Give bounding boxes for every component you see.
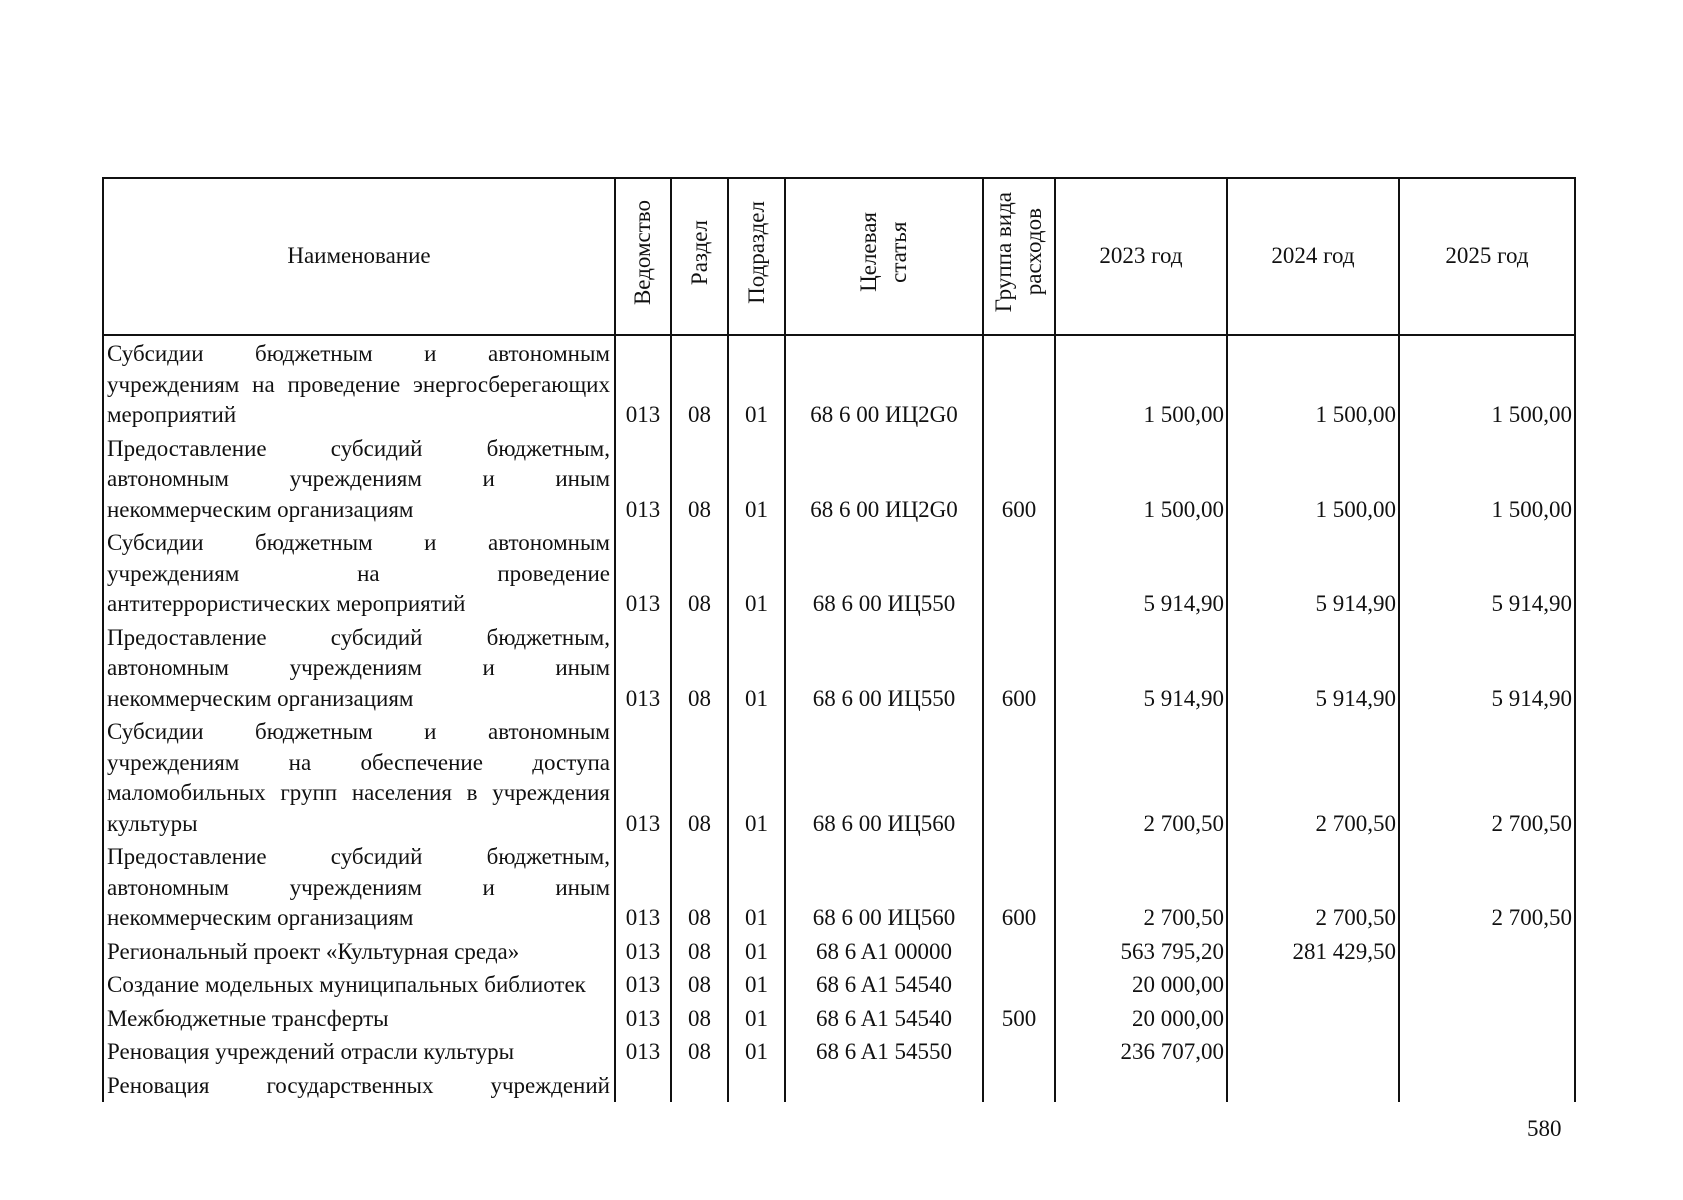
row-section: 08 xyxy=(671,839,728,934)
row-section: 08 xyxy=(671,1034,728,1068)
row-2024: 5 914,90 xyxy=(1227,525,1399,620)
row-dept: 013 xyxy=(615,1034,671,1068)
row-section: 08 xyxy=(671,967,728,1001)
row-dept: 013 xyxy=(615,620,671,715)
row-2023: 20 000,00 xyxy=(1055,967,1227,1001)
row-2024 xyxy=(1227,1034,1399,1068)
row-exp-group xyxy=(983,335,1055,431)
row-name: Региональный проект «Культурная среда» xyxy=(103,934,615,968)
row-2023: 2 700,50 xyxy=(1055,714,1227,839)
row-dept: 013 xyxy=(615,525,671,620)
header-dept: Ведомство xyxy=(615,178,671,335)
row-exp-group xyxy=(983,1068,1055,1102)
table-row xyxy=(103,839,1575,934)
row-subsection: 01 xyxy=(728,525,785,620)
row-subsection: 01 xyxy=(728,967,785,1001)
row-2023: 1 500,00 xyxy=(1055,431,1227,526)
row-dept: 013 xyxy=(615,335,671,431)
row-name: Субсидии бюджетным и автономным учреждениям на обеспечение доступа маломобильных групп населения в учреждения культуры xyxy=(103,714,615,839)
row-exp-group xyxy=(983,1034,1055,1068)
row-2025: 5 914,90 xyxy=(1399,525,1575,620)
row-subsection: 01 xyxy=(728,431,785,526)
table-row xyxy=(103,934,1575,968)
row-target: 68 6 00 ИЦ550 xyxy=(785,620,983,715)
row-2025: 5 914,90 xyxy=(1399,620,1575,715)
row-2025 xyxy=(1399,1068,1575,1102)
row-2024 xyxy=(1227,1068,1399,1102)
row-2025 xyxy=(1399,967,1575,1001)
table-header-row xyxy=(103,178,1575,335)
table-row xyxy=(103,1034,1575,1068)
table-row xyxy=(103,525,1575,620)
header-subsection: Подраздел xyxy=(728,178,785,335)
row-2025: 2 700,50 xyxy=(1399,839,1575,934)
row-2024: 1 500,00 xyxy=(1227,431,1399,526)
row-section: 08 xyxy=(671,934,728,968)
row-target: 68 6 00 ИЦ560 xyxy=(785,714,983,839)
header-exp-group: Группа вида расходов xyxy=(983,178,1055,335)
row-exp-group: 600 xyxy=(983,431,1055,526)
row-subsection xyxy=(728,1068,785,1102)
row-2024: 2 700,50 xyxy=(1227,714,1399,839)
row-exp-group xyxy=(983,525,1055,620)
row-dept: 013 xyxy=(615,934,671,968)
row-target: 68 6 00 ИЦ550 xyxy=(785,525,983,620)
row-section: 08 xyxy=(671,1001,728,1035)
row-2024 xyxy=(1227,967,1399,1001)
row-2024: 2 700,50 xyxy=(1227,839,1399,934)
row-2023: 236 707,00 xyxy=(1055,1034,1227,1068)
row-dept: 013 xyxy=(615,1001,671,1035)
row-2023: 20 000,00 xyxy=(1055,1001,1227,1035)
row-2024: 281 429,50 xyxy=(1227,934,1399,968)
row-exp-group xyxy=(983,967,1055,1001)
table-row xyxy=(103,335,1575,431)
row-2023: 563 795,20 xyxy=(1055,934,1227,968)
row-name: Предоставление субсидий бюджетным, автономным учреждениям и иным некоммерческим организациям xyxy=(103,839,615,934)
row-2023: 2 700,50 xyxy=(1055,839,1227,934)
row-target xyxy=(785,1068,983,1102)
row-2023: 1 500,00 xyxy=(1055,335,1227,431)
row-subsection: 01 xyxy=(728,335,785,431)
row-subsection: 01 xyxy=(728,1001,785,1035)
row-2025: 2 700,50 xyxy=(1399,714,1575,839)
row-name: Субсидии бюджетным и автономным учреждениям на проведение энергосберегающих мероприятий xyxy=(103,335,615,431)
row-section: 08 xyxy=(671,335,728,431)
row-2024: 5 914,90 xyxy=(1227,620,1399,715)
row-exp-group xyxy=(983,934,1055,968)
table-row xyxy=(103,714,1575,839)
table-row xyxy=(103,620,1575,715)
row-exp-group: 600 xyxy=(983,839,1055,934)
row-subsection: 01 xyxy=(728,839,785,934)
row-2023: 5 914,90 xyxy=(1055,620,1227,715)
row-target: 68 6 A1 00000 xyxy=(785,934,983,968)
row-subsection: 01 xyxy=(728,620,785,715)
header-2025: 2025 год xyxy=(1399,178,1575,335)
row-dept xyxy=(615,1068,671,1102)
page-number: 580 xyxy=(1527,1116,1562,1141)
budget-table xyxy=(102,177,1576,1102)
row-dept: 013 xyxy=(615,839,671,934)
row-section: 08 xyxy=(671,431,728,526)
row-target: 68 6 00 ИЦ2G0 xyxy=(785,335,983,431)
row-name: Реновация государственных учреждений xyxy=(103,1068,615,1102)
row-2025: 1 500,00 xyxy=(1399,431,1575,526)
row-exp-group xyxy=(983,714,1055,839)
row-target: 68 6 00 ИЦ560 xyxy=(785,839,983,934)
row-2024: 1 500,00 xyxy=(1227,335,1399,431)
table-row xyxy=(103,431,1575,526)
row-2023: 5 914,90 xyxy=(1055,525,1227,620)
row-target: 68 6 A1 54550 xyxy=(785,1034,983,1068)
row-target: 68 6 A1 54540 xyxy=(785,967,983,1001)
row-subsection: 01 xyxy=(728,714,785,839)
row-2024 xyxy=(1227,1001,1399,1035)
row-dept: 013 xyxy=(615,431,671,526)
row-exp-group: 600 xyxy=(983,620,1055,715)
row-target: 68 6 A1 54540 xyxy=(785,1001,983,1035)
row-subsection: 01 xyxy=(728,1034,785,1068)
row-2025 xyxy=(1399,934,1575,968)
header-section: Раздел xyxy=(671,178,728,335)
row-2025 xyxy=(1399,1001,1575,1035)
header-2023: 2023 год xyxy=(1055,178,1227,335)
row-2023 xyxy=(1055,1068,1227,1102)
row-name: Предоставление субсидий бюджетным, автономным учреждениям и иным некоммерческим организациям xyxy=(103,431,615,526)
row-name: Предоставление субсидий бюджетным, автономным учреждениям и иным некоммерческим организациям xyxy=(103,620,615,715)
row-target: 68 6 00 ИЦ2G0 xyxy=(785,431,983,526)
row-name: Субсидии бюджетным и автономным учреждениям на проведение антитеррористических мероприятий xyxy=(103,525,615,620)
row-name: Реновация учреждений отрасли культуры xyxy=(103,1034,615,1068)
header-target: Целевая статья xyxy=(785,178,983,335)
row-section xyxy=(671,1068,728,1102)
row-dept: 013 xyxy=(615,714,671,839)
row-2025 xyxy=(1399,1034,1575,1068)
row-dept: 013 xyxy=(615,967,671,1001)
table-row xyxy=(103,967,1575,1001)
row-subsection: 01 xyxy=(728,934,785,968)
header-name: Наименование xyxy=(103,178,615,335)
row-name: Создание модельных муниципальных библиотек xyxy=(103,967,615,1001)
row-section: 08 xyxy=(671,620,728,715)
table-row xyxy=(103,1001,1575,1035)
header-2024: 2024 год xyxy=(1227,178,1399,335)
row-name: Межбюджетные трансферты xyxy=(103,1001,615,1035)
row-section: 08 xyxy=(671,525,728,620)
row-section: 08 xyxy=(671,714,728,839)
row-exp-group: 500 xyxy=(983,1001,1055,1035)
row-2025: 1 500,00 xyxy=(1399,335,1575,431)
table-row xyxy=(103,1068,1575,1102)
